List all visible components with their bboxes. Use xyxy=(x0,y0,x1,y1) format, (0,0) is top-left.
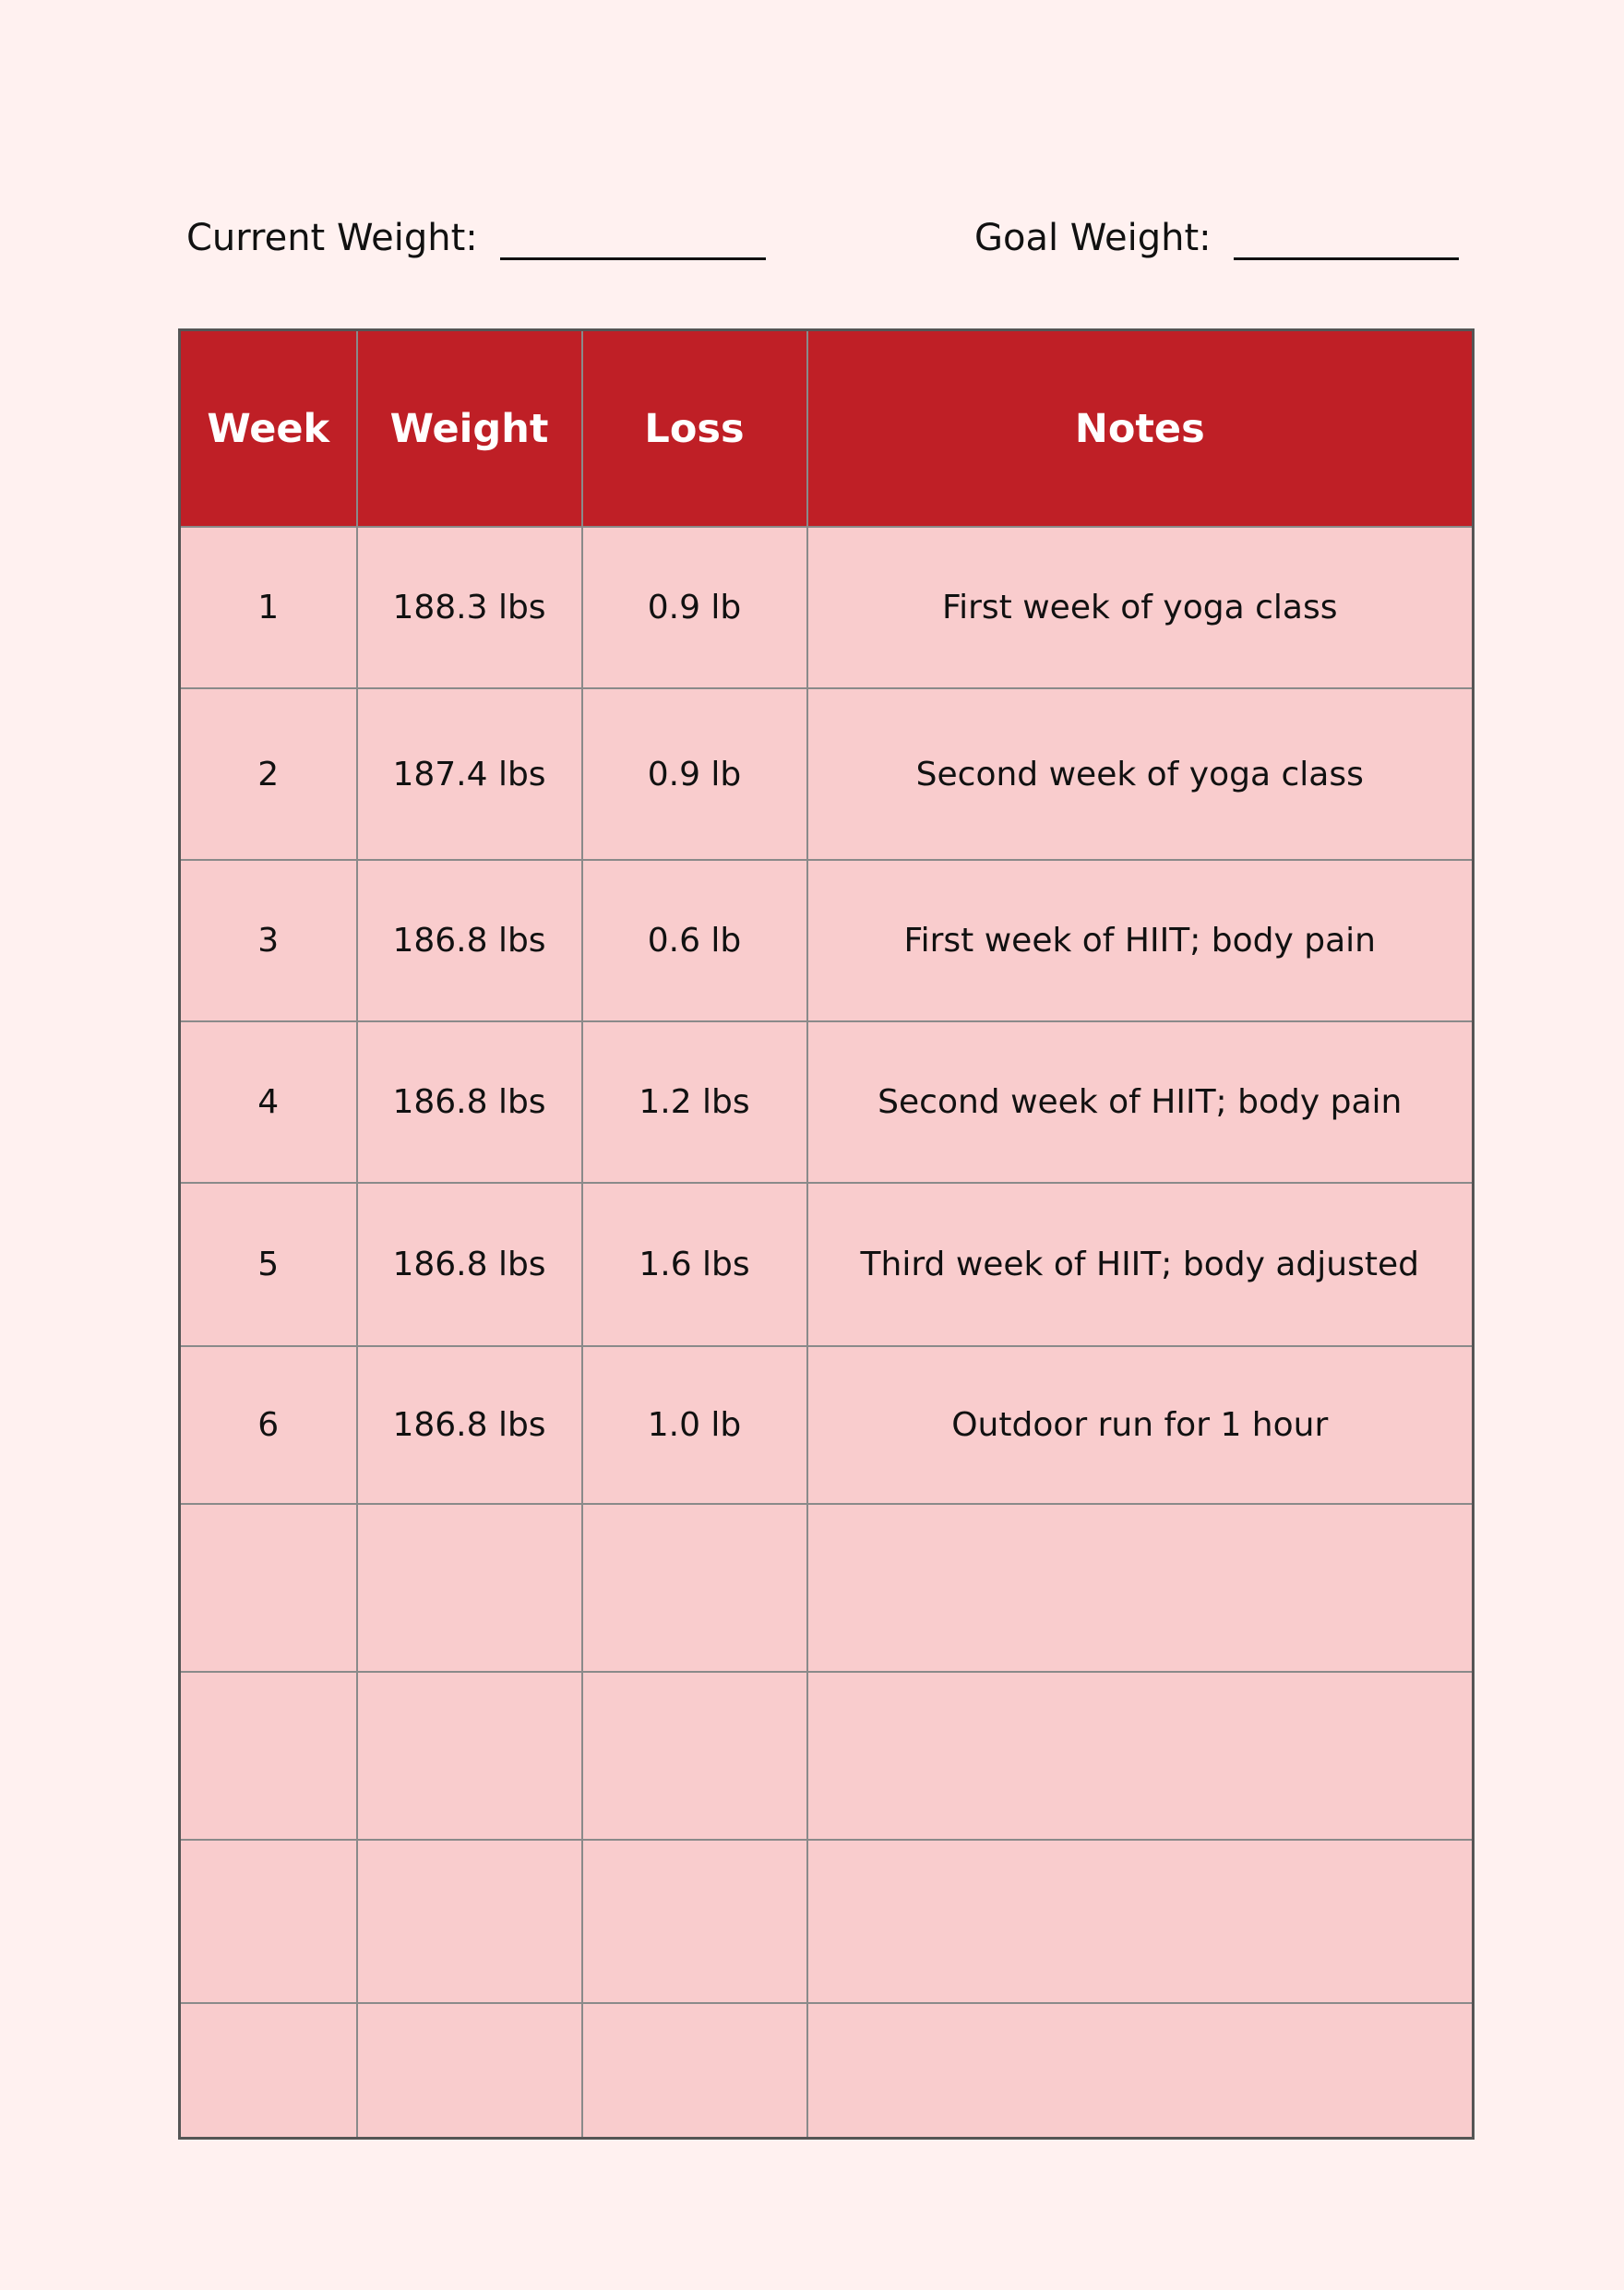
loss-cell[interactable] xyxy=(582,2003,807,2139)
notes-cell: Outdoor run for 1 hour xyxy=(807,1346,1474,1504)
week-cell[interactable] xyxy=(180,1672,357,1840)
table-header xyxy=(180,330,1474,528)
week-cell: 2 xyxy=(180,688,357,860)
weight-summary xyxy=(186,210,1460,266)
notes-cell[interactable] xyxy=(807,1504,1474,1672)
week-cell: 3 xyxy=(180,860,357,1021)
notes-cell: First week of HIIT; body pain xyxy=(807,860,1474,1021)
weight-cell: 186.8 lbs xyxy=(357,1021,582,1183)
weight-cell: 187.4 lbs xyxy=(357,688,582,860)
loss-cell: 1.2 lbs xyxy=(582,1021,807,1183)
column-header-loss: Loss xyxy=(582,330,807,528)
column-header-weight: Weight xyxy=(357,330,582,528)
loss-cell: 1.6 lbs xyxy=(582,1183,807,1346)
table-row xyxy=(180,688,1474,860)
current-weight-input[interactable] xyxy=(500,217,766,260)
notes-cell: Second week of HIIT; body pain xyxy=(807,1021,1474,1183)
table-row xyxy=(180,1672,1474,1840)
current-weight-field xyxy=(186,210,766,266)
loss-cell: 1.0 lb xyxy=(582,1346,807,1504)
week-cell: 5 xyxy=(180,1183,357,1346)
column-header-notes: Notes xyxy=(807,330,1474,528)
table-row xyxy=(180,1840,1474,2003)
table-row xyxy=(180,1504,1474,1672)
table-body xyxy=(180,527,1474,2139)
table-row xyxy=(180,1021,1474,1183)
loss-cell: 0.9 lb xyxy=(582,688,807,860)
table-row xyxy=(180,1183,1474,1346)
table-row xyxy=(180,527,1474,688)
week-cell[interactable] xyxy=(180,1504,357,1672)
notes-cell: First week of yoga class xyxy=(807,527,1474,688)
table-row xyxy=(180,1346,1474,1504)
loss-cell[interactable] xyxy=(582,1672,807,1840)
loss-cell: 0.9 lb xyxy=(582,527,807,688)
weight-cell: 186.8 lbs xyxy=(357,1346,582,1504)
week-cell: 6 xyxy=(180,1346,357,1504)
weight-cell[interactable] xyxy=(357,1840,582,2003)
weight-cell: 188.3 lbs xyxy=(357,527,582,688)
weight-cell: 186.8 lbs xyxy=(357,1183,582,1346)
week-cell: 1 xyxy=(180,527,357,688)
weight-cell: 186.8 lbs xyxy=(357,860,582,1021)
notes-cell[interactable] xyxy=(807,1672,1474,1840)
weight-cell[interactable] xyxy=(357,1504,582,1672)
goal-weight-field xyxy=(974,210,1459,266)
goal-weight-input[interactable] xyxy=(1234,217,1459,260)
week-cell: 4 xyxy=(180,1021,357,1183)
loss-cell[interactable] xyxy=(582,1840,807,2003)
header-row xyxy=(180,330,1474,528)
weight-log-table xyxy=(178,328,1475,2140)
table-row xyxy=(180,860,1474,1021)
week-cell[interactable] xyxy=(180,1840,357,2003)
week-cell[interactable] xyxy=(180,2003,357,2139)
notes-cell[interactable] xyxy=(807,2003,1474,2139)
weight-cell[interactable] xyxy=(357,2003,582,2139)
table-row xyxy=(180,2003,1474,2139)
notes-cell: Second week of yoga class xyxy=(807,688,1474,860)
notes-cell: Third week of HIIT; body adjusted xyxy=(807,1183,1474,1346)
weight-cell[interactable] xyxy=(357,1672,582,1840)
current-weight-label: Current Weight: xyxy=(186,217,478,259)
loss-cell[interactable] xyxy=(582,1504,807,1672)
column-header-week: Week xyxy=(180,330,357,528)
notes-cell[interactable] xyxy=(807,1840,1474,2003)
goal-weight-label: Goal Weight: xyxy=(974,217,1212,259)
loss-cell: 0.6 lb xyxy=(582,860,807,1021)
